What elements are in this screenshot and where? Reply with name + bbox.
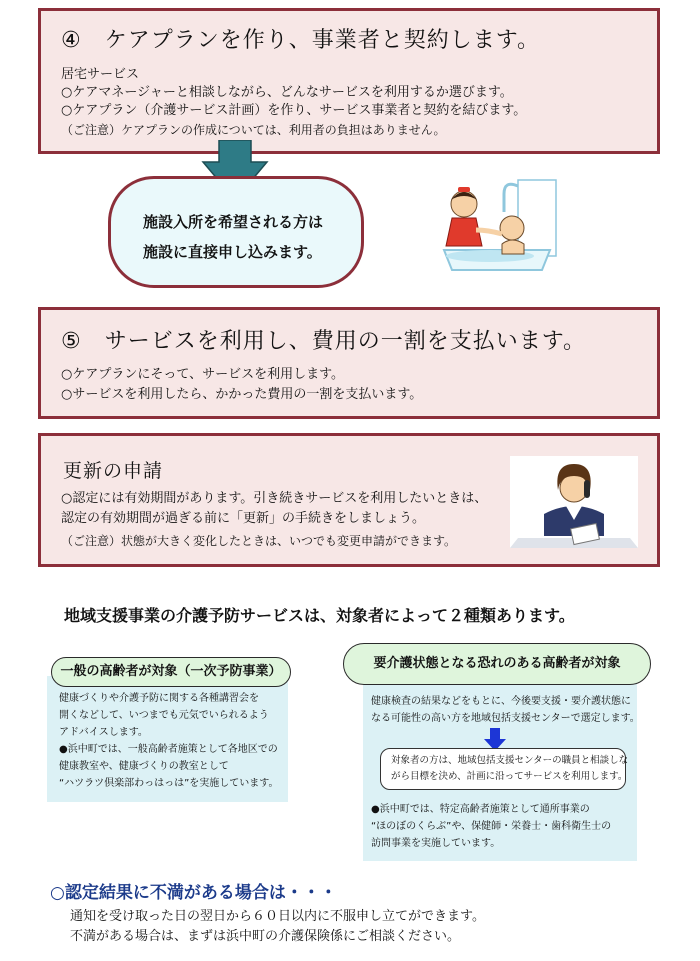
atrisk-inner-box bbox=[380, 748, 629, 790]
general-line-4: ●浜中町では、一般高齢者施策として各地区での bbox=[59, 744, 278, 755]
atrisk-line-2: なる可能性の高い方を地域包括支援センターで選定します。 bbox=[371, 713, 640, 724]
step5-line-1: ○ケアプランにそって、サービスを利用します。 bbox=[61, 367, 345, 382]
atrisk-after-line-3: 訪問事業を実施しています。 bbox=[371, 838, 501, 849]
prevention-heading: 地域支援事業の介護予防サービスは、対象者によって２種類あります。 bbox=[64, 606, 575, 625]
objection-line-1: 通知を受け取った日の翌日から６０日以内に不服申し立てができます。 bbox=[70, 909, 485, 924]
general-line-3: アドバイスします。 bbox=[59, 727, 148, 738]
renewal-title: 更新の申請 bbox=[63, 460, 164, 482]
atrisk-after-line-1: ●浜中町では、特定高齢者施策として通所事業の bbox=[371, 804, 590, 815]
general-line-1: 健康づくりや介護予防に関する各種講習会を bbox=[59, 693, 259, 704]
general-line-6: “ハツラツ倶楽部わっはっは”を実施しています。 bbox=[59, 778, 279, 789]
renewal-line-2: 認定の有効期間が過ぎる前に「更新」の手続きをしましょう。 bbox=[61, 511, 426, 526]
step5-title: ⑤ サービスを利用し、費用の一割を支払います。 bbox=[61, 329, 586, 354]
general-line-5: 健康教室や、健康づくりの教室として bbox=[59, 761, 229, 772]
facility-line-1: 施設入所を希望される方は bbox=[143, 213, 324, 231]
atrisk-inner-line-2: がら目標を決め、計画に沿ってサービスを利用します。 bbox=[391, 771, 628, 782]
receptionist-phone-illustration bbox=[510, 456, 638, 548]
objection-line-2: 不満がある場合は、まずは浜中町の介護保険係にご相談ください。 bbox=[70, 929, 461, 944]
facility-line-2: 施設に直接申し込みます。 bbox=[143, 243, 322, 261]
renewal-note: （ご注意）状態が大きく変化したときは、いつでも変更申請ができます。 bbox=[61, 534, 457, 548]
atrisk-target-label: 要介護状態となる恐れのある高齢者が対象 bbox=[343, 643, 651, 685]
caregiver-bathing-illustration bbox=[430, 178, 560, 278]
step4-box bbox=[38, 8, 660, 154]
facility-application-bubble bbox=[108, 176, 364, 288]
general-target-label: 一般の高齢者が対象（一次予防事業） bbox=[51, 657, 291, 687]
step4-line-2: ○ケアプラン（介護サービス計画）を作り、サービス事業者と契約を結びます。 bbox=[61, 103, 527, 118]
general-panel bbox=[47, 676, 288, 802]
atrisk-after-line-2: “ほのぼのくらぶ”や、保健師・栄養士・歯科衛生士の bbox=[371, 821, 612, 832]
step4-line-1: ○ケアマネージャーと相談しながら、どんなサービスを利用するか選びます。 bbox=[61, 85, 513, 100]
atrisk-line-1: 健康検査の結果などをもとに、今後要支援・要介護状態に bbox=[371, 696, 631, 707]
objection-title: ○認定結果に不満がある場合は・・・ bbox=[50, 883, 337, 903]
step4-title: ④ ケアプランを作り、事業者と契約します。 bbox=[61, 28, 540, 53]
step5-box bbox=[38, 307, 660, 419]
renewal-line-1: ○認定には有効期間があります。引き続きサービスを利用したいときは、 bbox=[61, 491, 488, 506]
step5-line-2: ○サービスを利用したら、かかった費用の一割を支払います。 bbox=[61, 387, 423, 402]
step4-subheading: 居宅サービス bbox=[61, 67, 140, 82]
general-line-2: 開くなどして、いつまでも元気でいられるよう bbox=[59, 710, 269, 721]
step4-note: （ご注意）ケアプランの作成については、利用者の負担はありません。 bbox=[61, 123, 446, 137]
atrisk-inner-line-1: 対象者の方は、地域包括支援センターの職員と相談しな bbox=[391, 755, 629, 766]
